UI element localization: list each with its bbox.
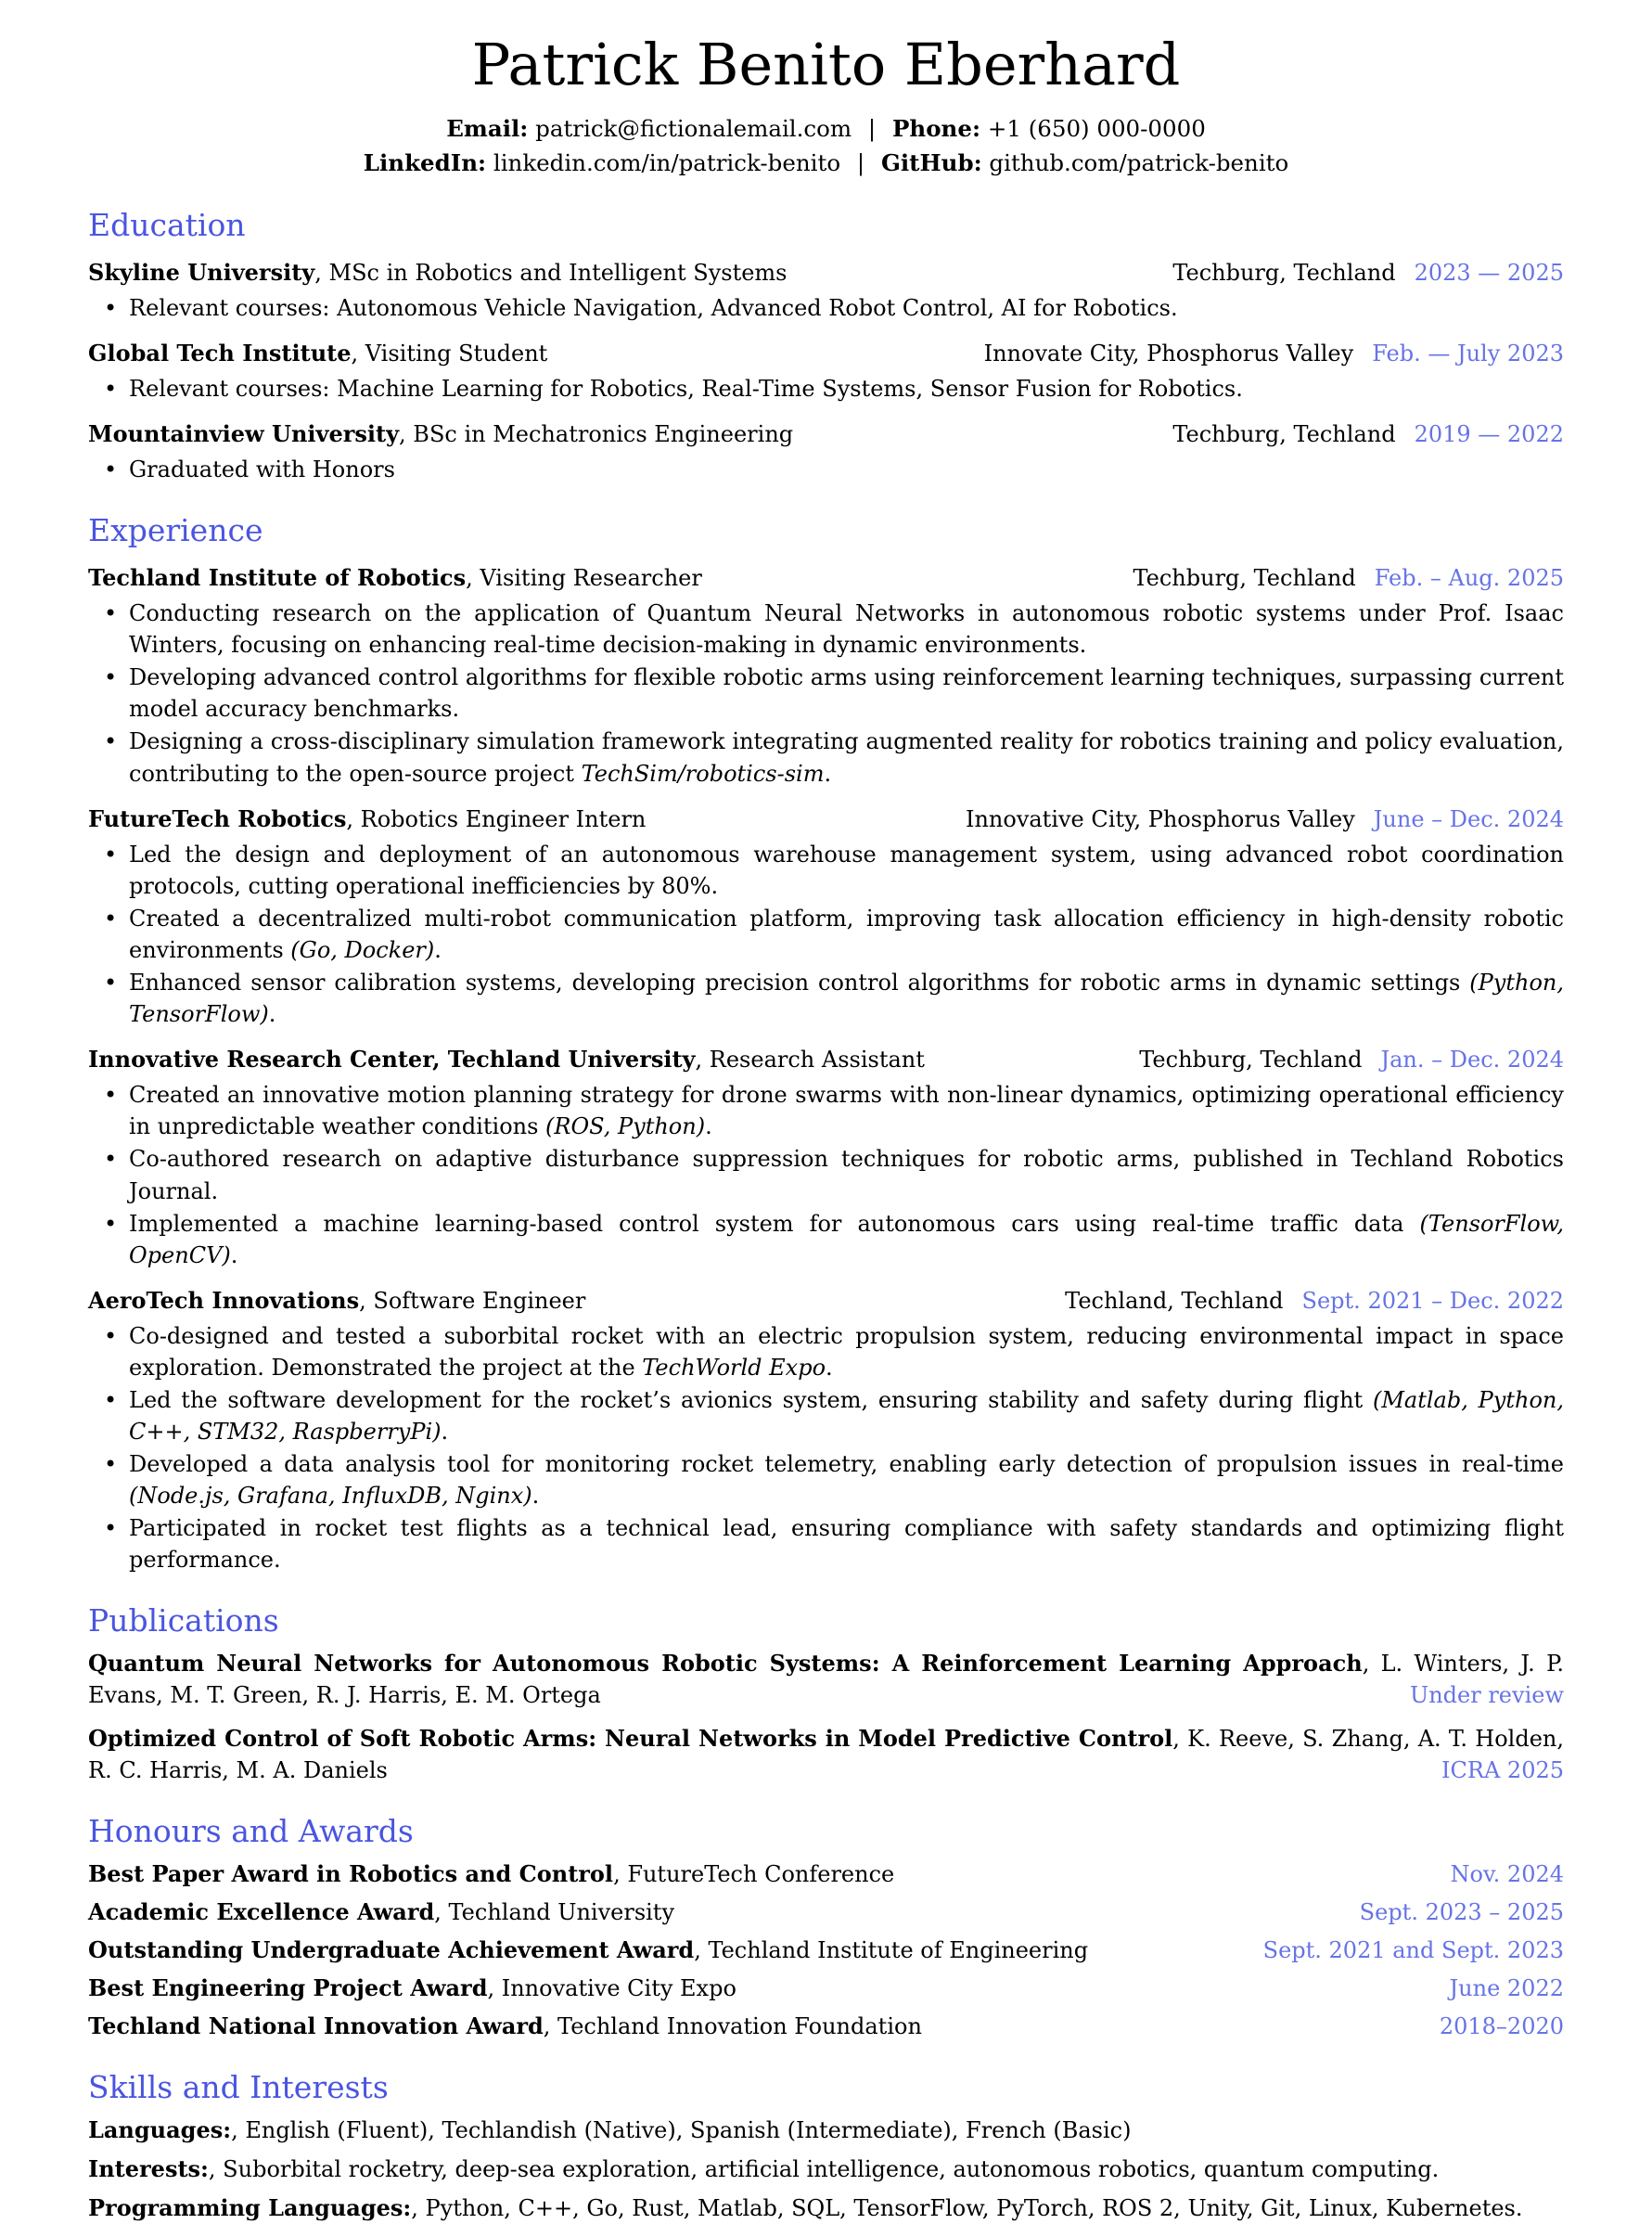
entry-location: Innovative City, Phosphorus Valley	[965, 805, 1355, 832]
separator: |	[867, 115, 877, 143]
skill-row-interests	[88, 2153, 1564, 2185]
experience-entry-header	[88, 1285, 1564, 1317]
skill-row-programming	[88, 2192, 1564, 2224]
award-name: Techland National Innovation Award	[88, 2012, 544, 2039]
section-heading: Education	[88, 206, 246, 243]
skill-label: Languages:	[88, 2115, 232, 2143]
award-row	[88, 1896, 1564, 1928]
company-name: AeroTech Innovations	[88, 1286, 360, 1314]
skill-text: , Suborbital rocketry, deep-sea exploration, artificial intelligence, autonomous robotics, quantum computing.	[208, 2156, 1440, 2183]
linkedin-value: linkedin.com/in/patrick-benito	[493, 148, 841, 176]
education-entry-header	[88, 338, 1564, 369]
bullet-item: • Led the design and deployment of an autonomous warehouse management system, using advanced robot coordination protocols, cutting operational inefficiencies by 80%.	[129, 839, 1564, 902]
publication-authors: , L. Winters, J. P. Evans, M. T. Green, R. J. Harris, E. M. Ortega	[88, 1651, 1565, 1709]
company-name: Techland Institute of Robotics	[88, 564, 467, 592]
bullet-item: • Led the software development for the rocket’s avionics system, ensuring stability and safety during flight (Matlab, Python, C++, STM32, RaspberryPi).	[129, 1384, 1564, 1447]
award-row	[88, 1858, 1564, 1890]
bullet-item: • Co-designed and tested a suborbital rocket with an electric propulsion system, reducing environmental impact in space exploration. Demonstrated the project at the TechWorld Expo.	[129, 1320, 1564, 1383]
award-org: , Innovative City Expo	[487, 1974, 736, 2001]
experience-entry-header	[88, 803, 1564, 835]
award-row	[88, 1935, 1564, 1966]
entry-location: Techburg, Techland	[1133, 565, 1356, 592]
section-heading: Honours and Awards	[88, 1812, 414, 1849]
bullet-item: • Graduated with Honors	[129, 454, 1564, 485]
award-date: 2018–2020	[1439, 2012, 1564, 2039]
skill-text: , Python, C++, Go, Rust, Matlab, SQL, TensorFlow, PyTorch, ROS 2, Unity, Git, Linux, Kubernetes.	[411, 2195, 1523, 2222]
entry-date: Feb. – Aug. 2025	[1374, 565, 1564, 592]
phone-label: Phone:	[891, 115, 981, 143]
bullet-item: • Participated in rocket test flights as a technical lead, ensuring compliance with safety standards and optimizing flight performance.	[129, 1512, 1564, 1575]
bullet-item: • Created a decentralized multi-robot communication platform, improving task allocation efficiency in high-density robotic environments (Go, Docker).	[129, 903, 1564, 966]
degree: , BSc in Mechatronics Engineering	[399, 421, 794, 447]
linkedin-label: LinkedIn:	[363, 148, 487, 176]
education-entry-header	[88, 257, 1564, 289]
phone-value: +1 (650) 000-0000	[987, 115, 1206, 143]
bullet-item: • Developing advanced control algorithms for flexible robotic arms using reinforcement learning techniques, surpassing current model accuracy benchmarks.	[129, 662, 1564, 725]
entry-location: Innovate City, Phosphorus Valley	[983, 340, 1354, 366]
entry-date: Sept. 2021 – Dec. 2022	[1301, 1287, 1564, 1314]
entry-location: Techland, Techland	[1065, 1287, 1284, 1314]
page-title: Patrick Benito Eberhard	[471, 31, 1181, 98]
institution-name: Skyline University	[88, 258, 315, 286]
award-name: Academic Excellence Award	[88, 1897, 435, 1925]
skill-label: Programming Languages:	[88, 2194, 412, 2222]
degree: , MSc in Robotics and Intelligent Systems	[314, 259, 788, 286]
entry-date: Jan. – Dec. 2024	[1380, 1047, 1564, 1073]
section-experience	[88, 513, 1564, 1575]
entry-date: Feb. — July 2023	[1372, 340, 1564, 366]
award-org: , Techland Institute of Engineering	[694, 1936, 1089, 1963]
company-name: Innovative Research Center, Techland University	[88, 1046, 696, 1073]
award-row	[88, 1973, 1564, 2004]
award-org: , Techland Innovation Foundation	[543, 2012, 922, 2039]
email-value: patrick@fictionalemail.com	[535, 115, 852, 143]
institution-name: Global Tech Institute	[88, 339, 352, 366]
experience-entry-header	[88, 1044, 1564, 1075]
award-date: June 2022	[1449, 1974, 1564, 2001]
publication-item	[88, 1723, 1564, 1786]
award-name: Best Engineering Project Award	[88, 1973, 488, 2001]
award-date: Sept. 2023 – 2025	[1359, 1898, 1564, 1925]
section-skills	[88, 2070, 1564, 2224]
entry-location: Techburg, Techland	[1172, 259, 1396, 286]
section-heading: Skills and Interests	[88, 2069, 389, 2106]
job-role: , Research Assistant	[695, 1047, 925, 1073]
institution-name: Mountainview University	[88, 420, 400, 447]
award-org: , FutureTech Conference	[613, 1860, 895, 1887]
job-role: , Software Engineer	[359, 1287, 586, 1314]
job-role: , Visiting Researcher	[466, 565, 702, 592]
separator: |	[856, 148, 865, 176]
bullet-item: • Implemented a machine learning-based control system for autonomous cars using real-time traffic data (TensorFlow, OpenCV).	[129, 1208, 1564, 1271]
bullet-item: • Developed a data analysis tool for monitoring rocket telemetry, enabling early detection of propulsion issues in real-time (Node.js, Grafana, InfluxDB, Nginx).	[129, 1448, 1564, 1511]
contact-line-1	[88, 113, 1564, 146]
bullet-item: • Relevant courses: Machine Learning for Robotics, Real-Time Systems, Sensor Fusion for Robotics.	[129, 373, 1564, 405]
award-name: Best Paper Award in Robotics and Control	[88, 1859, 614, 1887]
entry-date: 2023 — 2025	[1414, 259, 1564, 286]
award-row	[88, 2011, 1564, 2042]
github-label: GitHub:	[880, 148, 982, 176]
skill-label: Interests:	[88, 2155, 209, 2183]
bullet-item: • Designing a cross-disciplinary simulation framework integrating augmented reality for robotics training and policy evaluation, contributing to the open-source project TechSim/robotics-sim.	[129, 726, 1564, 789]
publication-title: Optimized Control of Soft Robotic Arms: Neural Networks in Model Predictive Control	[88, 1724, 1173, 1752]
section-awards	[88, 1814, 1564, 2042]
experience-entry-header	[88, 562, 1564, 594]
section-heading: Publications	[88, 1602, 279, 1639]
bullet-item: • Conducting research on the application of Quantum Neural Networks in autonomous robotic systems under Prof. Isaac Winters, focusing on enhancing real-time decision-making in dynamic environments.	[129, 598, 1564, 661]
publication-status: Under review	[1401, 1679, 1564, 1711]
bullet-item: • Created an innovative motion planning strategy for drone swarms with non-linear dynamics, optimizing operational efficiency in unpredictable weather conditions (ROS, Python).	[129, 1079, 1564, 1142]
award-date: Sept. 2021 and Sept. 2023	[1262, 1936, 1564, 1963]
entry-location: Techburg, Techland	[1172, 421, 1396, 447]
degree: , Visiting Student	[351, 340, 548, 366]
entry-date: 2019 — 2022	[1414, 421, 1564, 447]
contact-line-2	[88, 148, 1564, 180]
skill-row-languages	[88, 2115, 1564, 2146]
publication-item	[88, 1648, 1564, 1711]
award-org: , Techland University	[434, 1898, 675, 1925]
entry-location: Techburg, Techland	[1139, 1047, 1363, 1073]
publication-authors: , K. Reeve, S. Zhang, A. T. Holden, R. C. Harris, M. A. Daniels	[88, 1725, 1564, 1783]
education-entry-header	[88, 418, 1564, 450]
email-label: Email:	[446, 115, 529, 143]
section-heading: Experience	[88, 512, 263, 549]
publication-title: Quantum Neural Networks for Autonomous Robotic Systems: A Reinforcement Learning Approach	[88, 1650, 1363, 1678]
award-date: Nov. 2024	[1450, 1860, 1564, 1887]
bullet-item: • Relevant courses: Autonomous Vehicle Navigation, Advanced Robot Control, AI for Robotics.	[129, 292, 1564, 324]
skill-text: , English (Fluent), Techlandish (Native), Spanish (Intermediate), French (Basic)	[231, 2116, 1132, 2143]
section-education	[88, 208, 1564, 485]
publication-status: ICRA 2025	[1432, 1755, 1564, 1786]
github-value: github.com/patrick-benito	[989, 148, 1289, 176]
company-name: FutureTech Robotics	[88, 804, 347, 832]
entry-date: June – Dec. 2024	[1373, 805, 1564, 832]
bullet-item: • Enhanced sensor calibration systems, developing precision control algorithms for robotic arms in dynamic settings (Python, TensorFlow).	[129, 967, 1564, 1030]
section-publications	[88, 1603, 1564, 1785]
job-role: , Robotics Engineer Intern	[346, 805, 647, 832]
award-name: Outstanding Undergraduate Achievement Award	[88, 1935, 695, 1963]
bullet-item: • Co-authored research on adaptive disturbance suppression techniques for robotic arms, published in Techland Robotics Journal.	[129, 1143, 1564, 1206]
